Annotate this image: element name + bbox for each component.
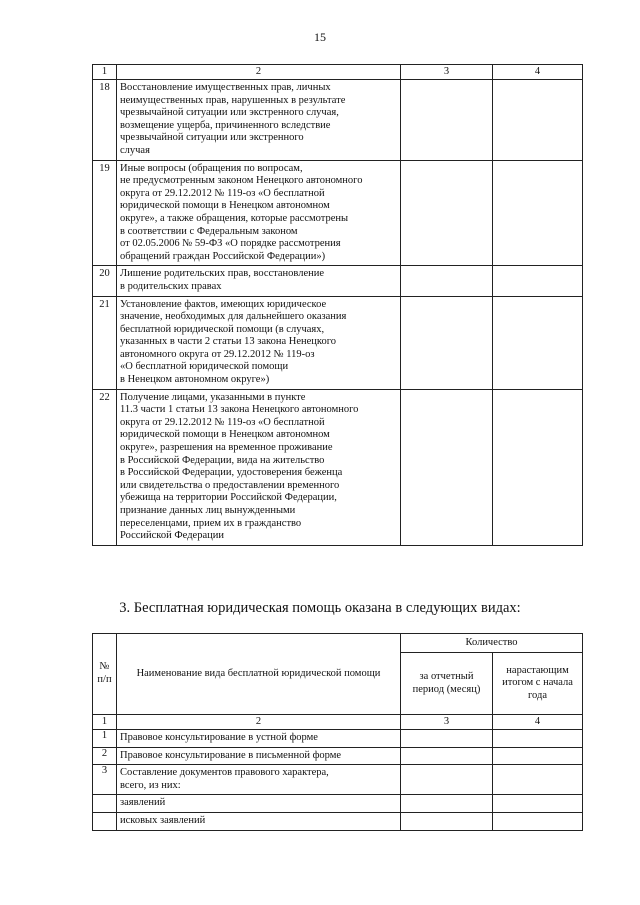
types-of-questions-table bbox=[92, 64, 583, 546]
section-3-title: 3. Бесплатная юридическая помощь оказана в следующих видах: bbox=[119, 600, 521, 616]
value-cell-period bbox=[401, 812, 493, 830]
row-number bbox=[93, 812, 117, 830]
row-description bbox=[117, 795, 401, 813]
description-line: округа от 29.12.2012 № 119-оз «О бесплатной bbox=[120, 187, 325, 199]
description-line: Восстановление имущественных прав, личных bbox=[120, 82, 331, 93]
table2-row bbox=[93, 765, 583, 795]
row-number: 2 bbox=[93, 747, 117, 765]
description-line: 11.3 части 1 статьи 13 закона Ненецкого автономного bbox=[120, 404, 359, 416]
description-line: Правовое консультирование в письменной форме bbox=[120, 749, 342, 761]
description-line: юридической помощи в Ненецком автономном bbox=[120, 429, 330, 441]
table1-row bbox=[93, 296, 583, 389]
description-line: Правовое консультирование в устной форме bbox=[120, 732, 318, 743]
description-line: в соответствии с Федеральным законом bbox=[120, 225, 298, 237]
row-number: 18 bbox=[93, 80, 117, 161]
table2-row bbox=[93, 730, 583, 748]
description-line: чрезвычайной ситуации или экстренного bbox=[120, 132, 304, 144]
row-description bbox=[117, 160, 401, 266]
description-line: Иные вопросы (обращения по вопросам, bbox=[120, 162, 303, 174]
value-cell-cumulative bbox=[493, 812, 583, 830]
row-description bbox=[117, 80, 401, 161]
value-cell-period bbox=[401, 296, 493, 389]
value-cell-period bbox=[401, 160, 493, 266]
table2-col-num-header: № п/п bbox=[93, 634, 117, 715]
row-description bbox=[117, 389, 401, 545]
value-cell-cumulative bbox=[493, 730, 583, 748]
description-line: округе», разрешения на временное проживание bbox=[120, 442, 333, 454]
value-cell-cumulative bbox=[493, 389, 583, 545]
table1-header-col4: 4 bbox=[493, 65, 583, 80]
row-description bbox=[117, 266, 401, 296]
value-cell-cumulative bbox=[493, 795, 583, 813]
table1-header-col1: 1 bbox=[93, 65, 117, 80]
description-line: округе», а также обращения, которые рассмотрены bbox=[120, 212, 349, 224]
value-cell-period bbox=[401, 747, 493, 765]
table1-header-row bbox=[93, 65, 583, 80]
value-cell-period bbox=[401, 80, 493, 161]
description-line: всего, из них: bbox=[120, 779, 181, 791]
table2-row bbox=[93, 747, 583, 765]
description-line: или свидетельства о предоставлении временного bbox=[120, 479, 340, 491]
value-cell-period bbox=[401, 765, 493, 795]
description-line: в Ненецком автономном округе») bbox=[120, 374, 270, 386]
description-line: возмещение ущерба, причиненного вследствие bbox=[120, 119, 331, 131]
description-line: в родительских правах bbox=[120, 280, 222, 292]
description-line: Российской Федерации bbox=[120, 530, 224, 542]
table2-quantity-header: Количество bbox=[401, 634, 583, 653]
description-line: не предусмотренным законом Ненецкого автономного bbox=[120, 175, 363, 187]
value-cell-cumulative bbox=[493, 80, 583, 161]
table2-numbering-col1: 1 bbox=[93, 715, 117, 730]
row-number: 19 bbox=[93, 160, 117, 266]
value-cell-cumulative bbox=[493, 266, 583, 296]
table2-row bbox=[93, 795, 583, 813]
row-number bbox=[93, 795, 117, 813]
description-line: заявлений bbox=[120, 797, 166, 809]
value-cell-cumulative bbox=[493, 765, 583, 795]
table1-row bbox=[93, 389, 583, 545]
description-line: указанных в части 2 статьи 13 закона Ненецкого bbox=[120, 336, 337, 348]
description-line: от 02.05.2006 № 59-ФЗ «О порядке рассмотрения bbox=[120, 238, 341, 250]
description-line: Получение лицами, указанными в пункте bbox=[120, 391, 306, 403]
table2-cumulative-header: нарастающим итогом с начала года bbox=[493, 653, 583, 715]
table2-numbering-row bbox=[93, 715, 583, 730]
value-cell-cumulative bbox=[493, 296, 583, 389]
description-line: Лишение родительских прав, восстановление bbox=[120, 268, 325, 280]
table1-row bbox=[93, 160, 583, 266]
row-number: 22 bbox=[93, 389, 117, 545]
description-line: в Российской Федерации, вида на жительство bbox=[120, 454, 325, 466]
value-cell-period bbox=[401, 266, 493, 296]
value-cell-cumulative bbox=[493, 747, 583, 765]
row-number: 20 bbox=[93, 266, 117, 296]
description-line: юридической помощи в Ненецком автономном bbox=[120, 200, 330, 212]
table1-row bbox=[93, 80, 583, 161]
row-description bbox=[117, 747, 401, 765]
row-description bbox=[117, 730, 401, 748]
description-line: признание данных лиц вынужденными bbox=[120, 505, 296, 516]
value-cell-period bbox=[401, 795, 493, 813]
table2-numbering-col3: 3 bbox=[401, 715, 493, 730]
value-cell-period bbox=[401, 389, 493, 545]
row-number: 3 bbox=[93, 765, 117, 795]
table2-col-name-header: Наименование вида бесплатной юридической помощи bbox=[117, 634, 401, 715]
table2-row bbox=[93, 812, 583, 830]
description-line: бесплатной юридической помощи (в случаях, bbox=[120, 323, 325, 335]
description-line: округа от 29.12.2012 № 119-оз «О бесплатной bbox=[120, 416, 325, 428]
description-line: «О бесплатной юридической помощи bbox=[120, 361, 289, 373]
description-line: Установление фактов, имеющих юридическое bbox=[120, 298, 327, 310]
description-line: Составление документов правового характера, bbox=[120, 767, 329, 779]
description-line: исковых заявлений bbox=[120, 814, 206, 826]
table2-period-header: за отчетный период (месяц) bbox=[401, 653, 493, 715]
description-line: обращений граждан Российской Федерации») bbox=[120, 250, 326, 262]
table2-header-top-row bbox=[93, 634, 583, 653]
table1-header-col2: 2 bbox=[117, 65, 401, 80]
value-cell-cumulative bbox=[493, 160, 583, 266]
description-line: переселенцами, прием их в гражданство bbox=[120, 517, 302, 529]
row-description bbox=[117, 812, 401, 830]
description-line: чрезвычайной ситуации или экстренного случая, bbox=[120, 107, 339, 119]
description-line: случая bbox=[120, 144, 150, 156]
row-number: 21 bbox=[93, 296, 117, 389]
row-description bbox=[117, 296, 401, 389]
description-line: значение, необходимых для дальнейшего оказания bbox=[120, 311, 347, 323]
description-line: в Российской Федерации, удостоверения беженца bbox=[120, 467, 343, 479]
row-number: 1 bbox=[93, 730, 117, 748]
table1-header-col3: 3 bbox=[401, 65, 493, 80]
table1-row bbox=[93, 266, 583, 296]
description-line: убежища на территории Российской Федерации, bbox=[120, 492, 337, 504]
page-number: 15 bbox=[314, 30, 326, 44]
description-line: неимущественных прав, нарушенных в результате bbox=[120, 94, 346, 106]
description-line: автономного округа от 29.12.2012 № 119-оз bbox=[120, 348, 315, 360]
value-cell-period bbox=[401, 730, 493, 748]
table2-numbering-col4: 4 bbox=[493, 715, 583, 730]
types-of-legal-aid-table bbox=[92, 633, 583, 831]
row-description bbox=[117, 765, 401, 795]
table2-numbering-col2: 2 bbox=[117, 715, 401, 730]
